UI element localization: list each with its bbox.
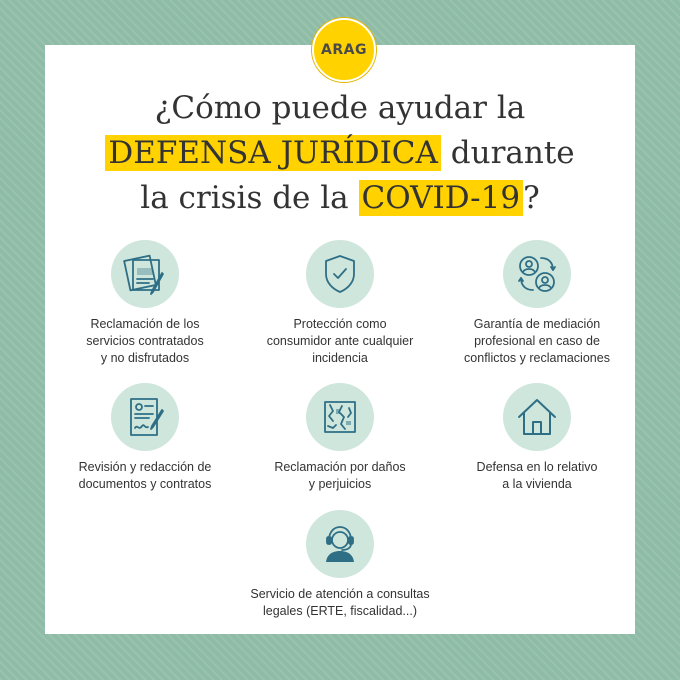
logo-text: ARAG: [321, 42, 367, 58]
service-label: Revisión y redacción de documentos y contratos: [78, 460, 212, 491]
service-item-contract-claims: [45, 240, 245, 367]
service-item-legal-consultation: [235, 510, 445, 620]
title-highlight-defensa: DEFENSA JURÍDICA: [105, 135, 441, 171]
service-item-document-review: [45, 383, 245, 493]
mediation-people-icon: [503, 240, 571, 308]
shield-check-icon: [306, 240, 374, 308]
page-title: [45, 86, 635, 221]
title-line-1: ¿Cómo puede ayudar la: [154, 90, 526, 126]
service-label: Servicio de atención a consultas legales (ERTE, fiscalidad...): [250, 587, 430, 618]
service-item-mediation: [437, 240, 637, 367]
arag-logo: [312, 18, 376, 82]
document-signing-icon: [111, 383, 179, 451]
title-line-2-rest: durante: [440, 135, 575, 171]
contract-documents-icon: [111, 240, 179, 308]
service-item-housing: [437, 383, 637, 493]
title-line-3-start: la crisis de la: [140, 180, 359, 216]
title-highlight-covid: COVID-19: [359, 180, 524, 216]
title-line-2: [45, 131, 635, 176]
service-label: Reclamación de los servicios contratados y no disfrutados: [86, 317, 204, 365]
headset-agent-icon: [306, 510, 374, 578]
service-label: Reclamación por daños y perjuicios: [274, 460, 406, 491]
service-label: Defensa en lo relativo a la vivienda: [476, 460, 598, 491]
title-line-3-end: ?: [523, 180, 540, 216]
service-label: Garantía de mediación profesional en caso de conflictos y reclamaciones: [464, 317, 610, 365]
service-label: Protección como consumidor ante cualquier incidencia: [266, 317, 414, 365]
service-item-damages: [240, 383, 440, 493]
title-line-3: [45, 176, 635, 221]
damaged-wall-icon: [306, 383, 374, 451]
house-icon: [503, 383, 571, 451]
service-item-consumer-protection: [240, 240, 440, 367]
